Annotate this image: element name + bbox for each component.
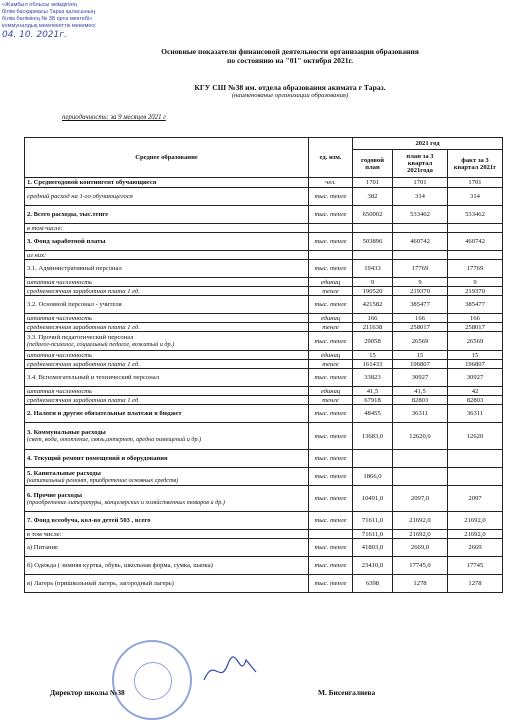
row-q3-fact: 1278 — [448, 575, 503, 593]
row-q3-plan: 26569 — [393, 332, 448, 351]
table-row — [25, 360, 503, 369]
row-annual-plan: 211638 — [353, 323, 393, 332]
organization-name: КГУ СШ №38 им. отдела образования акимата г Тараз. — [194, 83, 386, 92]
table-row — [25, 188, 503, 206]
row-q3-fact — [448, 450, 503, 468]
table-row — [25, 557, 503, 575]
row-annual-plan: 1866,0 — [353, 468, 393, 486]
round-seal — [112, 640, 192, 720]
row-label: средний расход на 1-го обучающегося — [25, 188, 309, 206]
row-unit — [309, 224, 353, 233]
row-q3-plan: 2097,0 — [393, 486, 448, 512]
row-q3-fact — [448, 251, 503, 260]
financial-table — [24, 137, 503, 593]
table-row — [25, 224, 503, 233]
table-row — [25, 332, 503, 351]
row-label: а) Питание — [25, 539, 309, 557]
table-row — [25, 539, 503, 557]
row-annual-plan — [353, 251, 393, 260]
row-unit: единиц — [309, 278, 353, 287]
table-row — [25, 314, 503, 323]
row-label: 3. Фонд заработной платы — [25, 233, 309, 251]
row-q3-plan: 533462 — [393, 206, 448, 224]
row-label: среднемесячная заработная плата 1 ед. — [25, 396, 309, 405]
row-q3-fact: 460742 — [448, 233, 503, 251]
row-annual-plan: 41,5 — [353, 387, 393, 396]
corner-stamp — [2, 2, 142, 72]
row-q3-plan: 30927 — [393, 369, 448, 387]
row-annual-plan: 10491,0 — [353, 486, 393, 512]
row-q3-plan: 9 — [393, 278, 448, 287]
row-q3-fact: 1701 — [448, 178, 503, 188]
row-label: 4. Текущий ремонт помещений и оборудования — [25, 450, 309, 468]
row-q3-plan: 82803 — [393, 396, 448, 405]
row-annual-plan: 650002 — [353, 206, 393, 224]
row-q3-plan: 2669,0 — [393, 539, 448, 557]
row-q3-fact: 12620 — [448, 423, 503, 450]
row-q3-fact: 36311 — [448, 405, 503, 423]
row-label: 1. Среднегодовой контингент обучающиеся — [25, 178, 309, 188]
row-q3-plan: 17745,0 — [393, 557, 448, 575]
row-unit: единиц — [309, 351, 353, 360]
row-unit: тыс. тенге — [309, 575, 353, 593]
row-q3-plan — [393, 224, 448, 233]
row-q3-fact: 385477 — [448, 296, 503, 314]
row-q3-plan — [393, 450, 448, 468]
stamp-date: 04. 10. 2021г. — [2, 30, 67, 40]
row-label: 2. Налоги и другие обязательные платежи в бюджет — [25, 405, 309, 423]
row-q3-plan: 15 — [393, 351, 448, 360]
row-annual-plan: 19433 — [353, 260, 393, 278]
row-annual-plan — [353, 224, 393, 233]
header-name-cell: Среднее образование — [25, 138, 309, 178]
row-q3-fact: 219370 — [448, 287, 503, 296]
table-row — [25, 178, 503, 188]
stamp-line: білім бөлімінің № 38 орта мектебі» — [2, 16, 93, 22]
table-row — [25, 387, 503, 396]
row-annual-plan: 71611,0 — [353, 530, 393, 539]
row-q3-fact — [448, 224, 503, 233]
row-label: 3.3. Прочий педагогический персонал (педагог-психолог, социальный педагог, вожатый и др.) — [25, 332, 309, 351]
row-label: в том числе: — [25, 530, 309, 539]
row-q3-fact: 21692,0 — [448, 512, 503, 530]
row-unit: тыс. тенге — [309, 405, 353, 423]
row-unit: тенге — [309, 323, 353, 332]
row-q3-fact: 15 — [448, 351, 503, 360]
row-label: штатная численность — [25, 387, 309, 396]
row-q3-plan: 21692,0 — [393, 530, 448, 539]
row-unit: тыс. тенге — [309, 296, 353, 314]
row-label: 3.4. Вспомогательный и технический персонал — [25, 369, 309, 387]
row-q3-fact: 533462 — [448, 206, 503, 224]
report-title-line1: Основные показатели финансовой деятельности организации образования — [161, 47, 419, 56]
report-title-line2: по состоянию на "01" октября 2021г. — [226, 56, 354, 65]
row-unit: тыс. тенге — [309, 233, 353, 251]
row-label: 5. Капитальные расходы (капитальный ремонт, приобретение основных средств) — [25, 468, 309, 486]
row-q3-fact: 166 — [448, 314, 503, 323]
row-unit — [309, 251, 353, 260]
row-annual-plan: 67918 — [353, 396, 393, 405]
row-label: штатная численность — [25, 314, 309, 323]
stamp-line: білім басқармасы Тараз қаласының — [2, 9, 95, 15]
stamp-line: «Жамбыл облысы әкімдігінің — [2, 2, 77, 8]
row-q3-fact: 2097 — [448, 486, 503, 512]
row-unit: чел. — [309, 178, 353, 188]
row-annual-plan: 190520 — [353, 287, 393, 296]
row-unit: тыс. тенге — [309, 450, 353, 468]
row-label: среднемесячная заработная плата 1 ед. — [25, 360, 309, 369]
row-q3-fact: 21692,0 — [448, 530, 503, 539]
row-q3-plan: 36311 — [393, 405, 448, 423]
row-q3-fact: 9 — [448, 278, 503, 287]
row-label: 3.2. Основной персонал - учителя — [25, 296, 309, 314]
row-annual-plan: 41803,0 — [353, 539, 393, 557]
row-annual-plan: 48455 — [353, 405, 393, 423]
row-unit: тыс. тенге — [309, 332, 353, 351]
row-unit: тыс. тенге — [309, 369, 353, 387]
row-q3-plan: 41,5 — [393, 387, 448, 396]
row-q3-fact: 17745 — [448, 557, 503, 575]
row-q3-fact: 82803 — [448, 396, 503, 405]
row-q3-fact: 2669 — [448, 539, 503, 557]
row-unit: тенге — [309, 360, 353, 369]
row-label: в) Лагерь (пришкольный лагерь, загородный лагерь) — [25, 575, 309, 593]
row-q3-plan: 1701 — [393, 178, 448, 188]
stamp-line: коммуналдық мемлекеттік мекемесі — [2, 23, 96, 29]
row-annual-plan: 23410,0 — [353, 557, 393, 575]
row-label: 3. Коммунальные расходы (свет, вода, отопление, связь,интернет, аредна помещений и др.) — [25, 423, 309, 450]
row-q3-fact: 17769 — [448, 260, 503, 278]
row-unit: единиц — [309, 314, 353, 323]
table-row — [25, 369, 503, 387]
table-row — [25, 206, 503, 224]
row-label: 3.1. Административный персонал — [25, 260, 309, 278]
row-q3-fact: 258017 — [448, 323, 503, 332]
header-year-cell: 2021 год — [353, 138, 503, 150]
row-q3-plan: 12620,0 — [393, 423, 448, 450]
row-q3-plan: 1278 — [393, 575, 448, 593]
header-q3-plan: план за 3 квартал 2021года — [393, 150, 448, 178]
row-annual-plan: 13683,0 — [353, 423, 393, 450]
row-unit: тыс. тенге — [309, 539, 353, 557]
row-q3-fact: 26569 — [448, 332, 503, 351]
row-label: 6. Прочие расходы (приобретение литературы, канцелярских и хозяйственных товаров и др.) — [25, 486, 309, 512]
row-annual-plan: 29058 — [353, 332, 393, 351]
row-q3-plan — [393, 251, 448, 260]
row-annual-plan: 15 — [353, 351, 393, 360]
row-q3-plan: 196807 — [393, 360, 448, 369]
organization-caption: (наименование организации образования) — [231, 92, 349, 99]
header-annual-plan: годовой план — [353, 150, 393, 178]
row-q3-plan — [393, 468, 448, 486]
report-title — [130, 47, 450, 65]
row-q3-plan: 460742 — [393, 233, 448, 251]
row-label: из них: — [25, 251, 309, 260]
header-unit-cell: ед. изм. — [309, 138, 353, 178]
row-annual-plan — [353, 450, 393, 468]
table-row — [25, 233, 503, 251]
row-annual-plan: 9 — [353, 278, 393, 287]
row-unit: тыс. тенге — [309, 557, 353, 575]
row-annual-plan: 421582 — [353, 296, 393, 314]
row-q3-plan: 219370 — [393, 287, 448, 296]
row-label: штатная численность — [25, 351, 309, 360]
row-label: штатная численность — [25, 278, 309, 287]
table-row — [25, 575, 503, 593]
row-unit — [309, 530, 353, 539]
row-unit: тенге — [309, 396, 353, 405]
row-annual-plan: 503896 — [353, 233, 393, 251]
row-unit: тыс. тенге — [309, 188, 353, 206]
table-row — [25, 296, 503, 314]
row-label: среднемесячная заработная плата 1 ед. — [25, 323, 309, 332]
row-unit: единиц — [309, 387, 353, 396]
row-q3-fact: 42 — [448, 387, 503, 396]
director-name: М. Бисенгалиева — [318, 688, 376, 697]
row-unit: тыс. тенге — [309, 486, 353, 512]
row-label: среднемесячная заработная плата 1 ед. — [25, 287, 309, 296]
row-unit: тыс. тенге — [309, 468, 353, 486]
row-label: в том числе: — [25, 224, 309, 233]
table-row — [25, 450, 503, 468]
row-q3-plan: 385477 — [393, 296, 448, 314]
table-row — [25, 251, 503, 260]
table-row — [25, 260, 503, 278]
table-row — [25, 351, 503, 360]
row-q3-fact: 196807 — [448, 360, 503, 369]
row-annual-plan: 166 — [353, 314, 393, 323]
table-row — [25, 423, 503, 450]
row-annual-plan: 71611,0 — [353, 512, 393, 530]
row-label: 7. Фонд всеобуча, кол-во детей 503 , всего — [25, 512, 309, 530]
row-q3-plan: 258017 — [393, 323, 448, 332]
table-row — [25, 396, 503, 405]
row-q3-plan: 314 — [393, 188, 448, 206]
row-unit: тыс. тенге — [309, 512, 353, 530]
header-q3-fact: факт за 3 квартал 2021г — [448, 150, 503, 178]
table-row — [25, 530, 503, 539]
row-q3-plan: 21692,0 — [393, 512, 448, 530]
director-title: Директор школы №38 — [50, 688, 125, 697]
table-row — [25, 278, 503, 287]
row-annual-plan: 6398 — [353, 575, 393, 593]
period-label: периодичность: за 9 месяцев 2021 г — [62, 114, 166, 121]
row-unit: тенге — [309, 287, 353, 296]
signature — [200, 650, 260, 690]
row-q3-fact — [448, 468, 503, 486]
row-label: б) Одежда ( зимняя куртка, обувь, школьная форма, сумка, шапка) — [25, 557, 309, 575]
row-q3-fact: 314 — [448, 188, 503, 206]
table-row — [25, 405, 503, 423]
table-row — [25, 287, 503, 296]
table-row — [25, 486, 503, 512]
row-unit: тыс. тенге — [309, 260, 353, 278]
row-annual-plan: 161433 — [353, 360, 393, 369]
row-q3-plan: 17769 — [393, 260, 448, 278]
row-unit: тыс. тенге — [309, 423, 353, 450]
row-unit: тыс. тенге — [309, 206, 353, 224]
row-label: 2. Всего расходы, тыс.тенге — [25, 206, 309, 224]
row-annual-plan: 33823 — [353, 369, 393, 387]
table-row — [25, 323, 503, 332]
row-annual-plan: 382 — [353, 188, 393, 206]
table-row — [25, 468, 503, 486]
row-q3-plan: 166 — [393, 314, 448, 323]
row-q3-fact: 30927 — [448, 369, 503, 387]
row-annual-plan: 1701 — [353, 178, 393, 188]
table-row — [25, 512, 503, 530]
